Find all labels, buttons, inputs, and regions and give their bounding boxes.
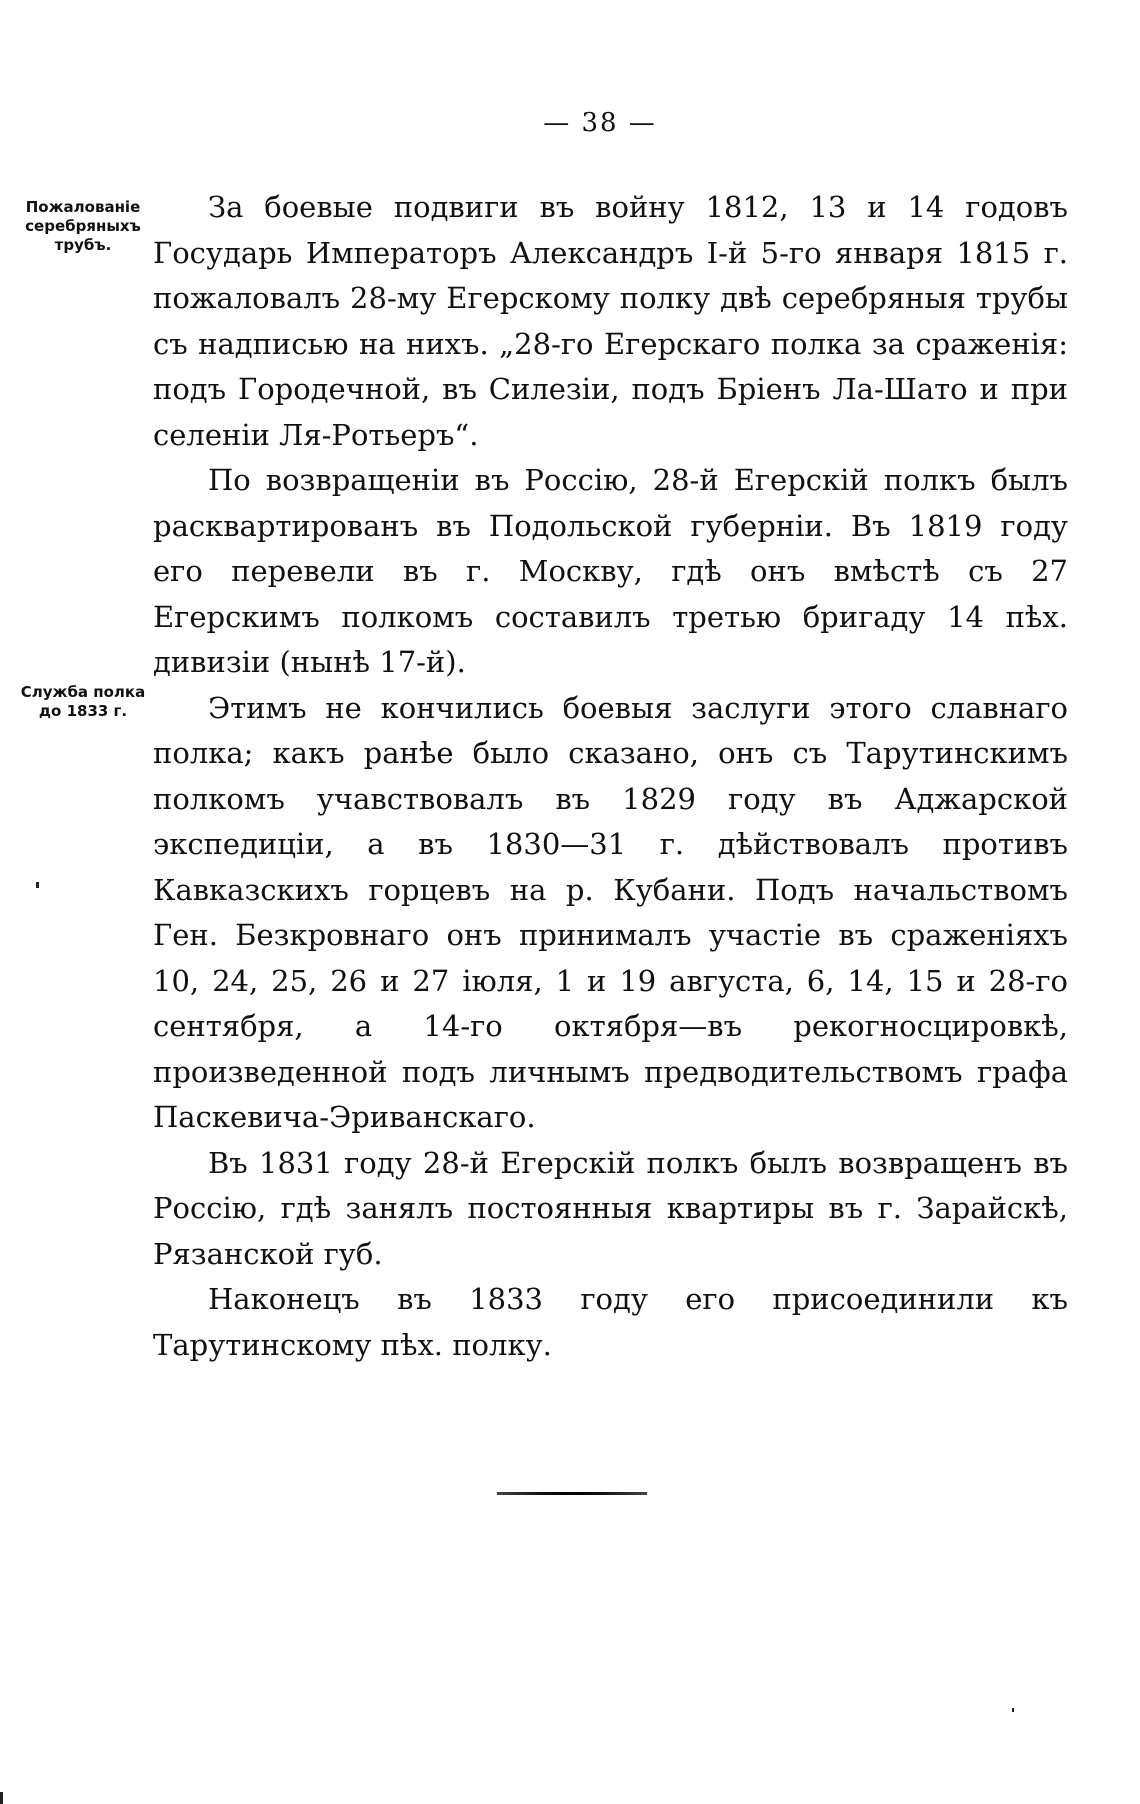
margin-note-regiment-service: Служба полка до 1833 г. [20,683,146,720]
paragraph-1833-merger: Наконецъ въ 1833 году его присоединили къ Тарутинскому пѣх. полку. [153,1282,1068,1362]
body-text [153,185,1068,1368]
end-rule-divider [497,1492,647,1495]
paragraph-return-to-russia: По возвращеніи въ Россію, 28-й Егерскій полкъ былъ расквартированъ въ Подольской губерніи. Въ 1819 году его перевели въ г. Москву, гдѣ онъ вмѣстѣ съ 27 Егерскимъ полкомъ составилъ третью бригаду 14 пѣх. дивизіи (нынѣ 17-й). [153,463,1068,679]
paragraph-combat-service: Этимъ не кончились боевыя заслуги этого славнаго полка; какъ ранѣе было сказано, онъ съ Тарутинскимъ полкомъ учавствовалъ въ 1829 году въ Аджарской экспедиціи, а въ 1830—31 г. дѣйствовалъ противъ Кавказскихъ горцевъ на р. Кубани. Подъ начальствомъ Ген. Безкровнаго онъ принималъ участіе въ сраженіяхъ 10, 24, 25, 26 и 27 іюля, 1 и 19 августа, 6, 14, 15 и 28-го сентября, а 14-го октября—въ рекогносцировкѣ, произведенной подъ личнымъ предводительствомъ графа Паскевича-Эриванскаго. [153,690,1068,1134]
scan-edge-mark [0,1792,3,1804]
scan-speck [1012,1708,1014,1712]
margin-note-silver-trumpets: Пожалованіе серебряныхъ трубъ. [25,198,141,254]
paragraph-1831-return: Въ 1831 году 28-й Егерскій полкъ былъ возвращенъ въ Россію, гдѣ занялъ постоянныя квартиры въ г. Зарайскѣ, Рязанской губ. [153,1145,1068,1271]
margin-mark [36,882,39,888]
paragraph-silver-trumpets: За боевые подвиги въ войну 1812, 13 и 14 годовъ Государь Императоръ Александръ I-й 5-го января 1815 г. пожаловалъ 28-му Егерскому полку двѣ серебряныя трубы съ надписью на нихъ. „28-го Егерскаго полка за сраженія: подъ Городечной, въ Силезіи, подъ Бріенъ Ла-Шато и при селеніи Ля-Ротьеръ“. [153,190,1068,452]
page-number: — 38 — [543,108,657,138]
